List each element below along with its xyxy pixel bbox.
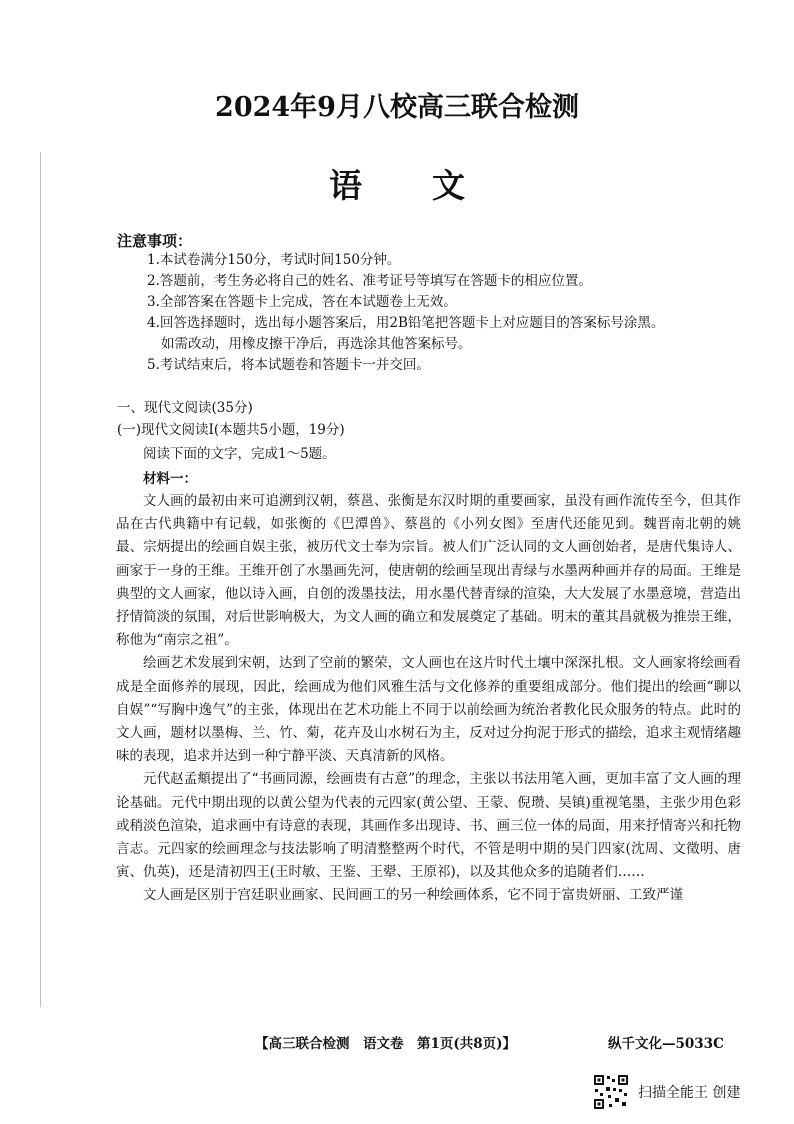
passage-paragraph: 绘画艺术发展到宋朝，达到了空前的繁荣，文人画也在这片时代土壤中深深扎根。文人画家将绘画看成是全面修养的展现，因此，绘画成为他们风雅生活与文化修养的重要组成部分。他们提出的绘画“聊以自娱”“写胸中逸气”的主张，体现出在艺术功能上不同于以前绘画为统治者教化民众服务的特点。此时的文人画，题材以墨梅、兰、竹、菊，花卉及山水树石为主，反对过分拘泥于形式的描绘，追求主观情绪趣味的表现，追求并达到一种宁静平淡、天真清新的风格。 (116, 655, 741, 765)
subject-title: 语文 (329, 166, 535, 205)
notice-heading: 注意事项： (117, 232, 193, 250)
scanner-watermark: 扫描全能王 创建 (638, 1085, 741, 1101)
notice-item: 3.全部答案在答题卡上完成，答在本试题卷上无效。 (147, 294, 457, 310)
qr-code-icon (593, 1074, 629, 1110)
passage-paragraph: 元代赵孟頫提出了“书画同源，绘画贵有古意”的理念，主张以书法用笔入画，更加丰富了文人画的理论基础。元代中期出现的以黄公望为代表的元四家(黄公望、王蒙、倪瓒、吴镇)重视笔墨，主张少用色彩或稍淡色渲染，追求画中有诗意的表现，其画作多出现诗、书、画三位一体的局面，用来抒情寄兴和托物言志。元四家的绘画理念与技法影响了明清整整两个时代，不管是明中期的吴门四家(沈周、文徵明、唐寅、仇英)，还是清初四王(王时敏、王鉴、王翚、王原祁)，以及其他众多的追随者们…… (116, 771, 741, 881)
exam-title: 2024年9月八校高三联合检测 (215, 92, 579, 123)
footer-page-info: 【高三联合检测 语文卷 第1页(共8页)】 (255, 1036, 517, 1052)
notice-item-continuation: 如需改动，用橡皮擦干净后，再选涂其他答案标号。 (161, 336, 472, 352)
subsection-heading: (一)现代文阅读Ⅰ(本题共5小题，19分) (117, 422, 345, 438)
notice-item: 1.本试卷满分150分，考试时间150分钟。 (147, 252, 401, 268)
material-label: 材料一： (143, 471, 197, 487)
binding-line (40, 152, 41, 1007)
passage-paragraph: 文人画是区别于宫廷职业画家、民间画工的另一种绘画体系，它不同于富贵妍丽、工致严谨 (143, 887, 683, 904)
notice-item: 2.答题前，考生务必将自己的姓名、准考证号等填写在答题卡的相应位置。 (147, 273, 592, 289)
passage-body (116, 490, 741, 908)
section-heading: 一、现代文阅读(35分) (117, 400, 253, 416)
reading-instruction: 阅读下面的文字，完成1～5题。 (143, 446, 336, 462)
notice-item: 5.考试结束后，将本试题卷和答题卡一并交回。 (147, 357, 430, 373)
notice-item: 4.回答选择题时，选出每小题答案后，用2B铅笔把答题卡上对应题目的答案标号涂黑。 (147, 315, 665, 331)
notice-list (147, 250, 747, 376)
footer-code: 纵千文化—5033C (608, 1036, 724, 1052)
passage-paragraph: 文人画的最初由来可追溯到汉朝，蔡邕、张衡是东汉时期的重要画家，虽没有画作流传至今，但其作品在古代典籍中有记载，如张衡的《巴潭兽》、蔡邕的《小列女图》至唐代还能见到。魏晋南北朝的姚最、宗炳提出的绘画自娱主张，被历代文士奉为宗旨。被人们广泛认同的文人画创始者，是唐代集诗人、画家于一身的王维。王维开创了水墨画先河，使唐朝的绘画呈现出青绿与水墨两种画并存的局面。王维是典型的文人画家，他以诗入画，自创的泼墨技法，用水墨代替青绿的渲染，大大发展了水墨意境，营造出抒情简淡的氛围，对后世影响极大，为文人画的确立和发展奠定了基础。明末的董其昌就极为推崇王维，称他为“南宗之祖”。 (116, 493, 741, 649)
